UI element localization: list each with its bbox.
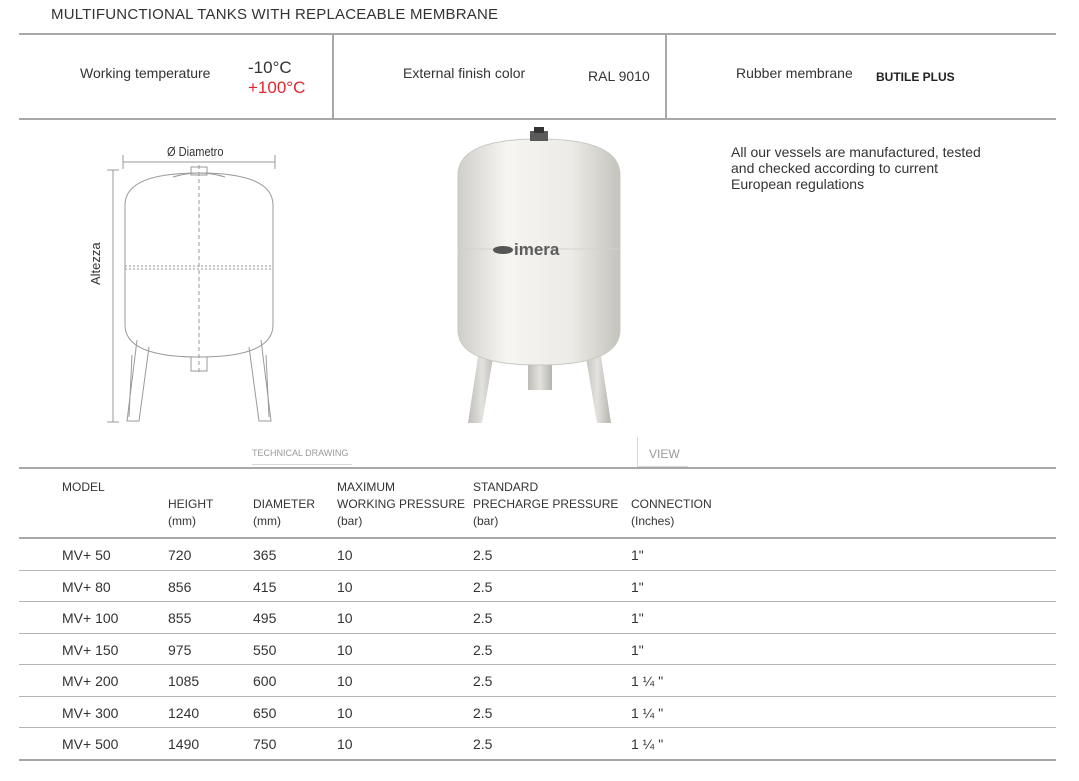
divider <box>665 35 667 118</box>
table-row: MV+ 300 1240 650 10 2.5 1 ¼ " <box>62 705 664 721</box>
table-row: MV+ 50 720 365 10 2.5 1" <box>62 547 644 563</box>
regulation-note: All our vessels are manufactured, tested and checked according to current European regulations <box>731 144 981 192</box>
page-title: MULTIFUNCTIONAL TANKS WITH REPLACEABLE MEMBRANE <box>51 6 499 23</box>
table-row: MV+ 150 975 550 10 2.5 1" <box>62 642 644 658</box>
finish-color-value: RAL 9010 <box>588 68 650 84</box>
header-precharge: STANDARD PRECHARGE PRESSURE (bar) <box>473 480 619 528</box>
table-row: MV+ 80 856 415 10 2.5 1" <box>62 579 644 595</box>
diameter-label: Ø Diametro <box>167 144 224 159</box>
header-connection: CONNECTION (Inches) <box>631 497 712 528</box>
caption-underline <box>252 464 352 465</box>
view-caption: VIEW <box>649 447 680 461</box>
header-model: MODEL <box>62 480 105 494</box>
table-bottom-rule <box>19 759 1056 761</box>
membrane-value: BUTILE PLUS <box>876 70 955 84</box>
header-height: HEIGHT (mm) <box>168 497 214 528</box>
header-max-pressure: MAXIMUM WORKING PRESSURE (bar) <box>337 480 466 528</box>
table-top-rule <box>19 467 1056 469</box>
table-row: MV+ 100 855 495 10 2.5 1" <box>62 610 644 626</box>
table-row: MV+ 500 1490 750 10 2.5 1 ¼ " <box>62 736 664 752</box>
finish-color-label: External finish color <box>403 65 526 81</box>
divider <box>19 118 1056 120</box>
technical-drawing <box>85 135 295 430</box>
temperature-min: -10°C <box>248 58 292 77</box>
header-diameter: DIAMETER (mm) <box>253 497 316 528</box>
divider <box>19 33 1056 35</box>
brand-logo: imera <box>514 240 560 259</box>
membrane-label: Rubber membrane <box>736 65 853 81</box>
height-label: Altezza <box>88 242 103 285</box>
drawing-caption: TECHNICAL DRAWING <box>252 448 349 458</box>
temperature-label: Working temperature <box>80 65 211 81</box>
divider <box>637 437 638 467</box>
table-row: MV+ 200 1085 600 10 2.5 1 ¼ " <box>62 673 664 689</box>
divider <box>332 35 334 118</box>
tank-illustration <box>452 125 627 430</box>
temperature-max: +100°C <box>248 78 306 97</box>
